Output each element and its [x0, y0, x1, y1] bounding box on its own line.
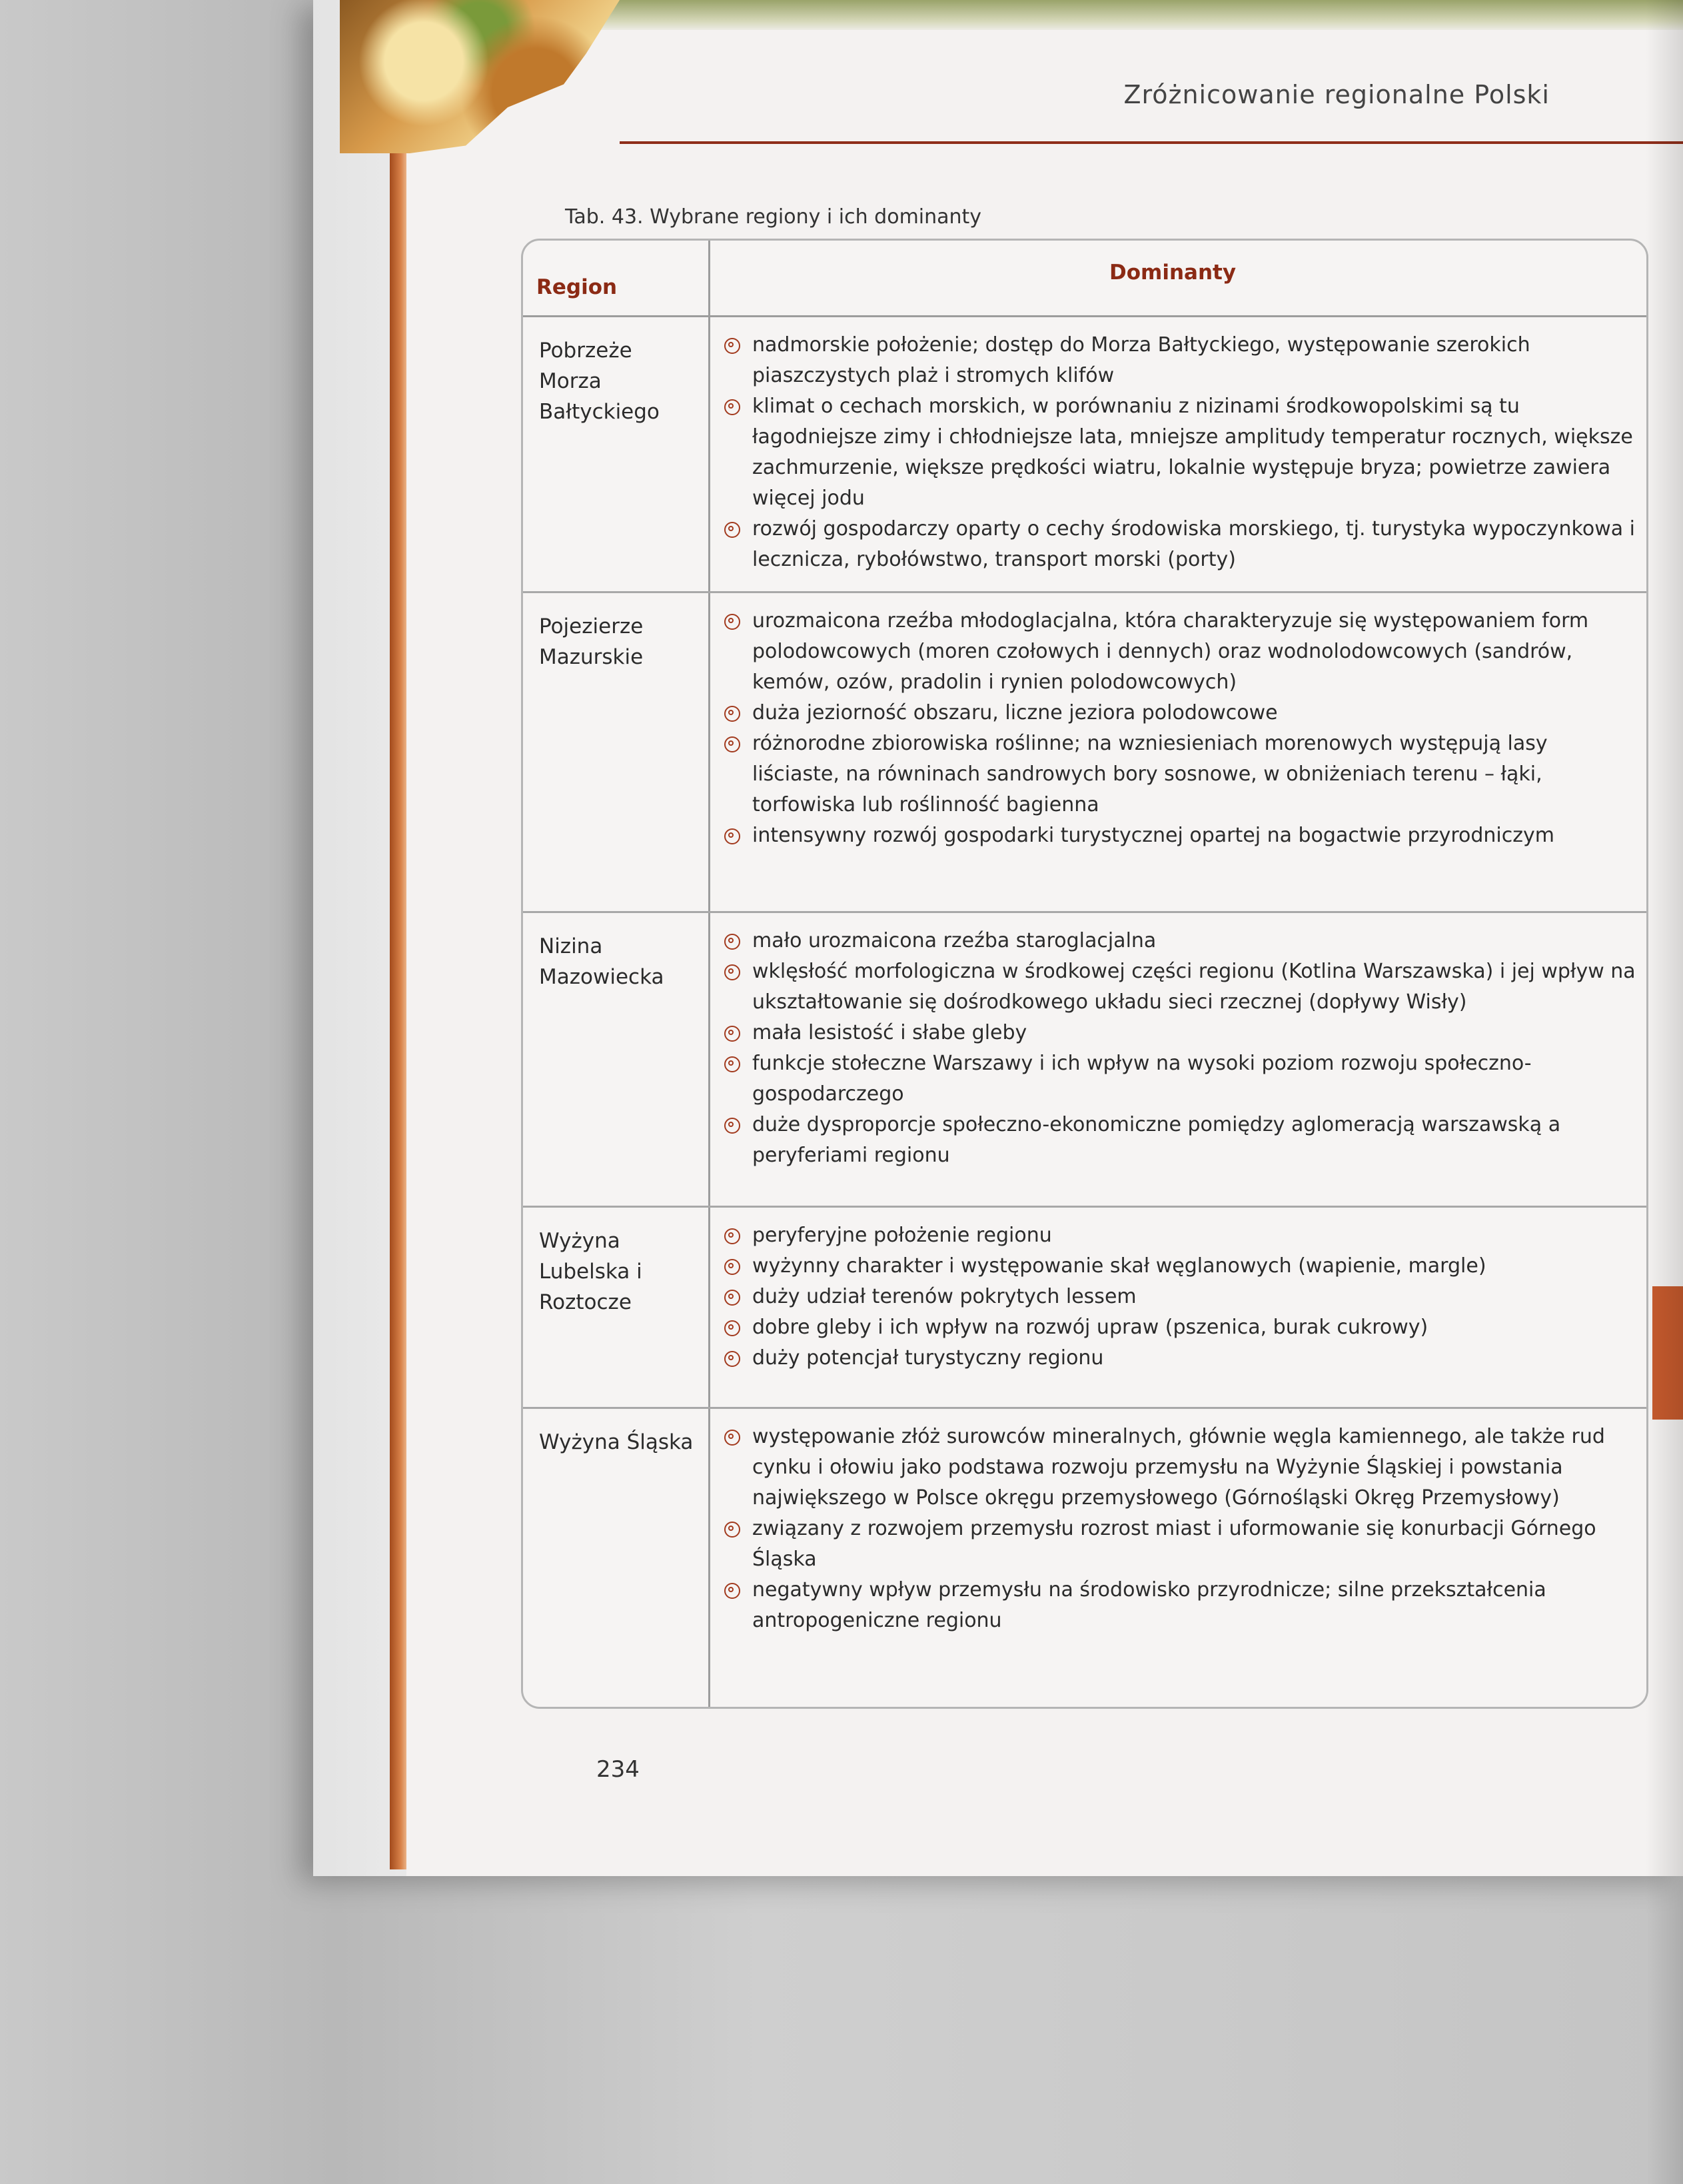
- dominants-list: [723, 330, 1636, 575]
- circle-bullet-icon: [724, 1290, 740, 1306]
- circle-bullet-icon: [724, 522, 740, 538]
- circle-bullet-icon: [724, 1056, 740, 1072]
- page-number: 234: [596, 1756, 640, 1783]
- list-item-text: mała lesistość i słabe gleby: [752, 1021, 1027, 1044]
- list-item-text: nadmorskie położenie; dostęp do Morza Bałtyckiego, występowanie szerokich piaszczystych plaż i stromych klifów: [752, 333, 1530, 387]
- circle-bullet-icon: [724, 1118, 740, 1134]
- list-item-text: peryferyjne położenie regionu: [752, 1224, 1052, 1247]
- header-rule: [620, 141, 1683, 144]
- dominants-list: [723, 1422, 1636, 1636]
- list-item: [723, 926, 1636, 956]
- circle-bullet-icon: [724, 1259, 740, 1275]
- region-name: Pojezierze Mazurskie: [539, 614, 644, 669]
- circle-bullet-icon: [724, 399, 740, 415]
- list-item: [723, 728, 1636, 820]
- page-edge-stripe: [390, 153, 408, 1869]
- circle-bullet-icon: [724, 338, 740, 354]
- list-item-text: negatywny wpływ przemysłu na środowisko przyrodnicze; silne przekształcenia antropogeniczne regionu: [752, 1578, 1546, 1632]
- circle-bullet-icon: [724, 614, 740, 630]
- list-item: [723, 1048, 1636, 1110]
- list-item-text: rozwój gospodarczy oparty o cechy środowiska morskiego, tj. turystyka wypoczynkowa i lecznicza, rybołówstwo, transport morski (porty): [752, 517, 1635, 571]
- regions-table: [521, 239, 1648, 1709]
- list-item-text: duża jeziorność obszaru, liczne jeziora polodowcowe: [752, 701, 1278, 724]
- dominants-list: [723, 926, 1636, 1171]
- list-item-text: duży potencjał turystyczny regionu: [752, 1346, 1104, 1370]
- table-caption: Tab. 43. Wybrane regiony i ich dominanty: [565, 205, 982, 229]
- running-title: Zróżnicowanie regionalne Polski: [1123, 80, 1550, 109]
- circle-bullet-icon: [724, 828, 740, 844]
- region-name: Nizina Mazowiecka: [539, 934, 664, 989]
- region-name: Pobrzeże Morza Bałtyckiego: [539, 339, 660, 424]
- list-item: [723, 956, 1636, 1018]
- list-item: [723, 606, 1636, 698]
- column-header-region: Region: [536, 275, 618, 299]
- list-item-text: różnorodne zbiorowiska roślinne; na wzniesieniach morenowych występują lasy liściaste, na równinach sandrowych bory sosnowe, w obniżeniach terenu – łąki, torfowiska lub roślinność bagienna: [752, 732, 1548, 816]
- circle-bullet-icon: [724, 1320, 740, 1336]
- table-header-row: [523, 241, 1646, 317]
- list-item-text: wklęsłość morfologiczna w środkowej części regionu (Kotlina Warszawska) i jej wpływ na ukształtowanie się dośrodkowego układu sieci rzecznej (dopływy Wisły): [752, 960, 1636, 1014]
- list-item: [723, 1312, 1636, 1343]
- list-item-text: występowanie złóż surowców mineralnych, głównie węgla kamiennego, ale także rud cynku i ołowiu jako podstawa rozwoju przemysłu na Wyżynie Śląskiej i powstania największego w Polsce okręgu przemysłowego (Górnośląski Okręg Przemysłowy): [752, 1425, 1605, 1510]
- list-item: [723, 820, 1636, 851]
- circle-bullet-icon: [724, 934, 740, 950]
- list-item: [723, 1251, 1636, 1282]
- region-name: Wyżyna Śląska: [539, 1430, 694, 1454]
- list-item-text: wyżynny charakter i występowanie skał węglanowych (wapienie, margle): [752, 1254, 1486, 1278]
- list-item-text: związany z rozwojem przemysłu rozrost miast i uformowanie się konurbacji Górnego Śląska: [752, 1517, 1596, 1571]
- list-item: [723, 1575, 1636, 1636]
- list-item: [723, 1343, 1636, 1374]
- circle-bullet-icon: [724, 1583, 740, 1599]
- circle-bullet-icon: [724, 1430, 740, 1446]
- circle-bullet-icon: [724, 1228, 740, 1244]
- binding-shadow: [1646, 0, 1683, 2184]
- list-item: [723, 1220, 1636, 1251]
- column-header-dominants: Dominanty: [1109, 261, 1237, 285]
- list-item-text: mało urozmaicona rzeźba staroglacjalna: [752, 929, 1157, 952]
- table-row: [523, 1206, 1646, 1409]
- list-item: [723, 1514, 1636, 1575]
- list-item-text: urozmaicona rzeźba młodoglacjalna, która charakteryzuje się występowaniem form polodowcowych (moren czołowych i dennych) oraz wodnolodowcowych (sandrów, kemów, ozów, pradolin i rynien polodowcowych): [752, 609, 1589, 694]
- list-item-text: dobre gleby i ich wpływ na rozwój upraw (pszenica, burak cukrowy): [752, 1316, 1428, 1339]
- circle-bullet-icon: [724, 736, 740, 752]
- circle-bullet-icon: [724, 964, 740, 980]
- circle-bullet-icon: [724, 1026, 740, 1042]
- list-item-text: intensywny rozwój gospodarki turystycznej opartej na bogactwie przyrodniczym: [752, 824, 1554, 847]
- circle-bullet-icon: [724, 1522, 740, 1538]
- table-row: [523, 911, 1646, 1208]
- list-item: [723, 514, 1636, 575]
- list-item-text: funkcje stołeczne Warszawy i ich wpływ na wysoki poziom rozwoju społeczno-gospodarczego: [752, 1052, 1532, 1106]
- dominants-list: [723, 1220, 1636, 1374]
- circle-bullet-icon: [724, 706, 740, 722]
- list-item-text: duży udział terenów pokrytych lessem: [752, 1285, 1137, 1308]
- list-item: [723, 1282, 1636, 1312]
- list-item: [723, 1018, 1636, 1048]
- list-item: [723, 698, 1636, 728]
- region-name: Wyżyna Lubelska i Roztocze: [539, 1229, 642, 1314]
- list-item: [723, 1110, 1636, 1171]
- circle-bullet-icon: [724, 1351, 740, 1367]
- table-row: [523, 315, 1646, 593]
- dominants-list: [723, 606, 1636, 851]
- list-item-text: klimat o cechach morskich, w porównaniu z nizinami środkowopolskimi są tu łagodniejsze zimy i chłodniejsze lata, mniejsze amplitudy temperatur rocznych, większe zachmurzenie, większe prędkości wiatru, lokalnie występuje bryza; powietrze zawiera więcej jodu: [752, 395, 1633, 510]
- list-item-text: duże dysproporcje społeczno-ekonomiczne pomiędzy aglomeracją warszawską a peryferiami regionu: [752, 1113, 1561, 1167]
- table-row: [523, 1407, 1646, 1707]
- table-row: [523, 591, 1646, 913]
- list-item: [723, 330, 1636, 391]
- list-item: [723, 1422, 1636, 1514]
- list-item: [723, 391, 1636, 514]
